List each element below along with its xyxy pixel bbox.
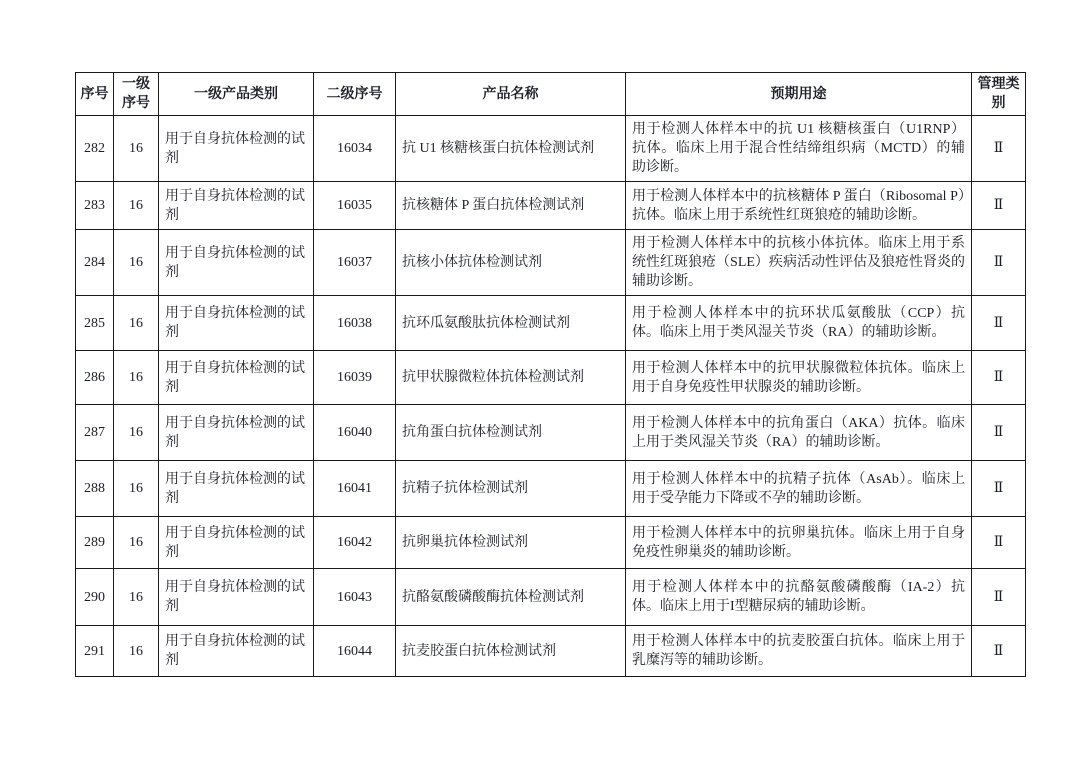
cell-level2-serial: 16043 xyxy=(314,569,396,626)
cell-level2-serial: 16037 xyxy=(314,230,396,296)
column-header-col-level1-serial: 一级序号 xyxy=(114,73,159,116)
cell-management-class: Ⅱ xyxy=(972,230,1026,296)
cell-category: 用于自身抗体检测的试剂 xyxy=(159,405,314,461)
column-header-col-management-class: 管理类别 xyxy=(972,73,1026,116)
cell-level1-serial: 16 xyxy=(114,351,159,405)
cell-level2-serial: 16039 xyxy=(314,351,396,405)
column-header-col-serial: 序号 xyxy=(76,73,114,116)
cell-level2-serial: 16040 xyxy=(314,405,396,461)
cell-management-class: Ⅱ xyxy=(972,296,1026,351)
cell-intended-use: 用于检测人体样本中的抗核糖体 P 蛋白（Ribosomal P）抗体。临床上用于系统性红斑狼疮的辅助诊断。 xyxy=(626,182,972,230)
cell-level1-serial: 16 xyxy=(114,569,159,626)
table-row xyxy=(76,461,1026,517)
cell-category: 用于自身抗体检测的试剂 xyxy=(159,351,314,405)
cell-serial: 287 xyxy=(76,405,114,461)
cell-product-name: 抗精子抗体检测试剂 xyxy=(396,461,626,517)
cell-intended-use: 用于检测人体样本中的抗甲状腺微粒体抗体。临床上用于自身免疫性甲状腺炎的辅助诊断。 xyxy=(626,351,972,405)
cell-level2-serial: 16034 xyxy=(314,116,396,182)
cell-intended-use: 用于检测人体样本中的抗麦胶蛋白抗体。临床上用于乳糜泻等的辅助诊断。 xyxy=(626,626,972,677)
cell-management-class: Ⅱ xyxy=(972,116,1026,182)
column-header-col-intended-use: 预期用途 xyxy=(626,73,972,116)
cell-serial: 289 xyxy=(76,517,114,569)
cell-product-name: 抗麦胶蛋白抗体检测试剂 xyxy=(396,626,626,677)
table-row xyxy=(76,517,1026,569)
cell-category: 用于自身抗体检测的试剂 xyxy=(159,230,314,296)
cell-intended-use: 用于检测人体样本中的抗角蛋白（AKA）抗体。临床上用于类风湿关节炎（RA）的辅助诊断。 xyxy=(626,405,972,461)
table-row xyxy=(76,296,1026,351)
table-row xyxy=(76,351,1026,405)
cell-product-name: 抗甲状腺微粒体抗体检测试剂 xyxy=(396,351,626,405)
cell-product-name: 抗 U1 核糖核蛋白抗体检测试剂 xyxy=(396,116,626,182)
cell-level1-serial: 16 xyxy=(114,230,159,296)
column-header-col-level2-serial: 二级序号 xyxy=(314,73,396,116)
cell-management-class: Ⅱ xyxy=(972,461,1026,517)
cell-management-class: Ⅱ xyxy=(972,517,1026,569)
table-row xyxy=(76,116,1026,182)
cell-serial: 290 xyxy=(76,569,114,626)
cell-category: 用于自身抗体检测的试剂 xyxy=(159,569,314,626)
cell-intended-use: 用于检测人体样本中的抗卵巢抗体。临床上用于自身免疫性卵巢炎的辅助诊断。 xyxy=(626,517,972,569)
cell-intended-use: 用于检测人体样本中的抗 U1 核糖核蛋白（U1RNP）抗体。临床上用于混合性结缔组织病（MCTD）的辅助诊断。 xyxy=(626,116,972,182)
cell-level1-serial: 16 xyxy=(114,182,159,230)
column-header-col-product-name: 产品名称 xyxy=(396,73,626,116)
table-header-row xyxy=(76,73,1026,116)
cell-product-name: 抗核糖体 P 蛋白抗体检测试剂 xyxy=(396,182,626,230)
table-row xyxy=(76,405,1026,461)
cell-serial: 283 xyxy=(76,182,114,230)
cell-management-class: Ⅱ xyxy=(972,351,1026,405)
cell-category: 用于自身抗体检测的试剂 xyxy=(159,182,314,230)
cell-product-name: 抗卵巢抗体检测试剂 xyxy=(396,517,626,569)
table-row xyxy=(76,230,1026,296)
cell-level2-serial: 16042 xyxy=(314,517,396,569)
cell-level2-serial: 16044 xyxy=(314,626,396,677)
cell-level2-serial: 16041 xyxy=(314,461,396,517)
cell-level2-serial: 16038 xyxy=(314,296,396,351)
table-header xyxy=(76,73,1026,116)
cell-serial: 282 xyxy=(76,116,114,182)
product-classification-table xyxy=(75,72,1026,677)
cell-management-class: Ⅱ xyxy=(972,626,1026,677)
cell-level1-serial: 16 xyxy=(114,116,159,182)
cell-product-name: 抗环瓜氨酸肽抗体检测试剂 xyxy=(396,296,626,351)
cell-product-name: 抗核小体抗体检测试剂 xyxy=(396,230,626,296)
cell-category: 用于自身抗体检测的试剂 xyxy=(159,296,314,351)
column-header-col-category: 一级产品类别 xyxy=(159,73,314,116)
cell-category: 用于自身抗体检测的试剂 xyxy=(159,626,314,677)
cell-management-class: Ⅱ xyxy=(972,405,1026,461)
cell-management-class: Ⅱ xyxy=(972,182,1026,230)
cell-level1-serial: 16 xyxy=(114,461,159,517)
cell-level1-serial: 16 xyxy=(114,296,159,351)
table-body xyxy=(76,116,1026,677)
cell-intended-use: 用于检测人体样本中的抗酪氨酸磷酸酶（IA-2）抗体。临床上用于I型糖尿病的辅助诊断。 xyxy=(626,569,972,626)
cell-category: 用于自身抗体检测的试剂 xyxy=(159,116,314,182)
cell-serial: 284 xyxy=(76,230,114,296)
table-row xyxy=(76,626,1026,677)
cell-intended-use: 用于检测人体样本中的抗环状瓜氨酸肽（CCP）抗体。临床上用于类风湿关节炎（RA）的辅助诊断。 xyxy=(626,296,972,351)
cell-serial: 291 xyxy=(76,626,114,677)
table-row xyxy=(76,569,1026,626)
cell-level1-serial: 16 xyxy=(114,405,159,461)
cell-serial: 286 xyxy=(76,351,114,405)
cell-category: 用于自身抗体检测的试剂 xyxy=(159,461,314,517)
cell-product-name: 抗角蛋白抗体检测试剂 xyxy=(396,405,626,461)
cell-level2-serial: 16035 xyxy=(314,182,396,230)
cell-management-class: Ⅱ xyxy=(972,569,1026,626)
cell-serial: 285 xyxy=(76,296,114,351)
cell-product-name: 抗酪氨酸磷酸酶抗体检测试剂 xyxy=(396,569,626,626)
cell-intended-use: 用于检测人体样本中的抗核小体抗体。临床上用于系统性红斑狼疮（SLE）疾病活动性评估及狼疮性肾炎的辅助诊断。 xyxy=(626,230,972,296)
table-row xyxy=(76,182,1026,230)
cell-serial: 288 xyxy=(76,461,114,517)
cell-level1-serial: 16 xyxy=(114,626,159,677)
cell-category: 用于自身抗体检测的试剂 xyxy=(159,517,314,569)
cell-intended-use: 用于检测人体样本中的抗精子抗体（AsAb）。临床上用于受孕能力下降或不孕的辅助诊断。 xyxy=(626,461,972,517)
cell-level1-serial: 16 xyxy=(114,517,159,569)
